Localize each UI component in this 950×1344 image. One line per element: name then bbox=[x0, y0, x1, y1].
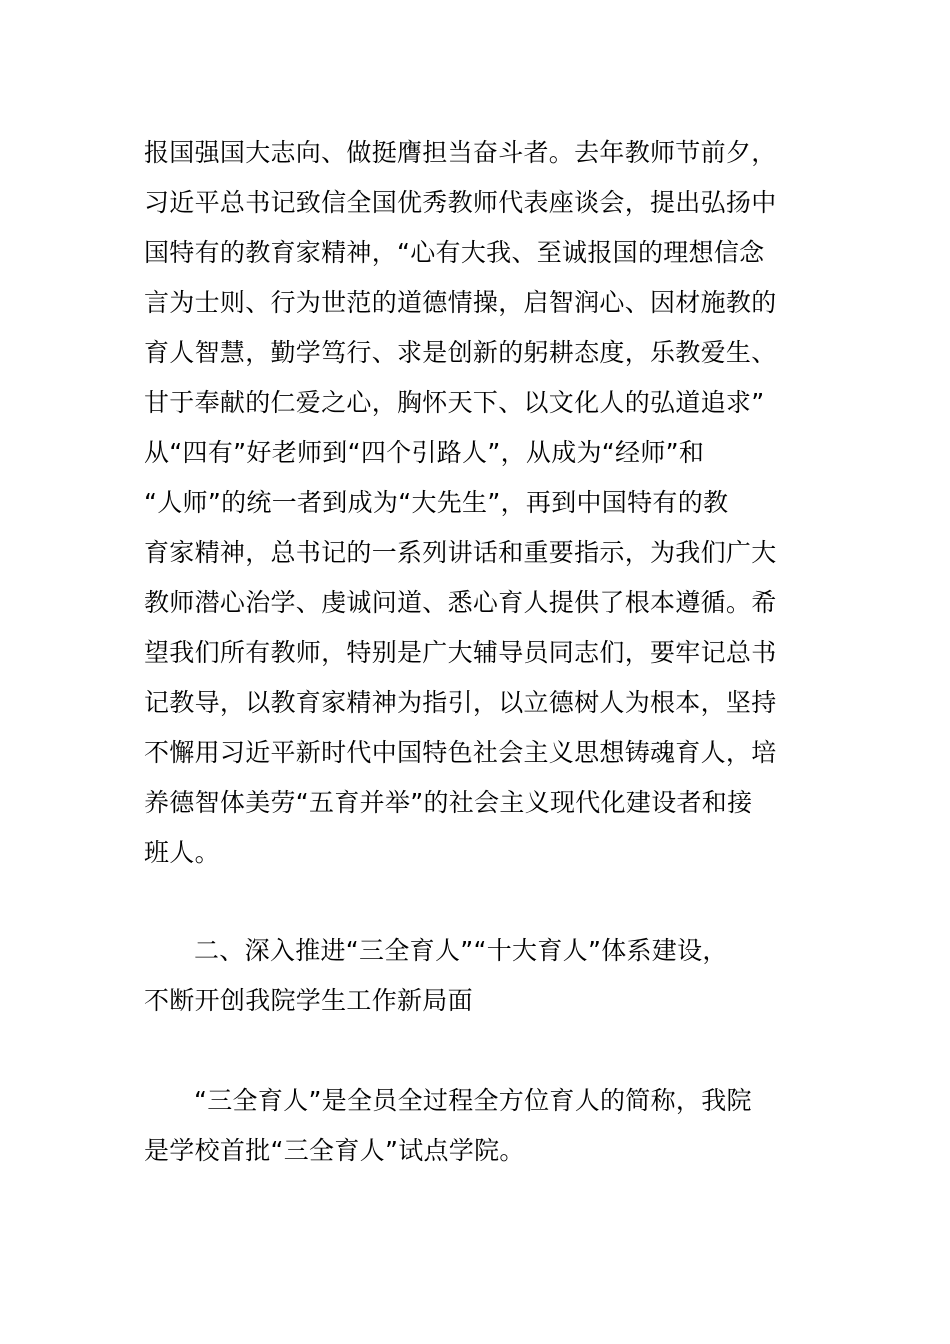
paragraph-1-line-5: 育人智慧，勤学笃行、求是创新的躬耕态度，乐教爱生、 bbox=[144, 338, 777, 367]
paragraph-1-line-1: 报国强国大志向、做挺膺担当奋斗者。去年教师节前夕， bbox=[144, 138, 777, 167]
paragraph-1-line-15: 班人。 bbox=[144, 838, 220, 867]
paragraph-1-line-14: 养德智体美劳“五育并举”的社会主义现代化建设者和接 bbox=[144, 788, 753, 817]
paragraph-1-line-7: 从“四有”好老师到“四个引路人”，从成为“经师”和 bbox=[144, 438, 705, 467]
section-heading-line-2: 不断开创我院学生工作新局面 bbox=[144, 986, 473, 1015]
paragraph-1-line-4: 言为士则、行为世范的道德情操，启智润心、因材施教的 bbox=[144, 288, 777, 317]
paragraph-1-line-12: 记教导，以教育家精神为指引，以立德树人为根本，坚持 bbox=[144, 688, 777, 717]
paragraph-1-line-6: 甘于奉献的仁爱之心，胸怀天下、以文化人的弘道追求” bbox=[144, 388, 765, 417]
paragraph-1-line-10: 教师潜心治学、虔诚问道、悉心育人提供了根本遵循。希 bbox=[144, 588, 777, 617]
paragraph-1-line-8: “人师”的统一者到成为“大先生”，再到中国特有的教 bbox=[144, 488, 729, 517]
paragraph-2-line-1: “三全育人”是全员全过程全方位育人的简称，我院 bbox=[194, 1086, 752, 1115]
paragraph-1-line-3: 国特有的教育家精神，“心有大我、至诚报国的理想信念 bbox=[144, 238, 765, 267]
paragraph-1-line-9: 育家精神，总书记的一系列讲话和重要指示，为我们广大 bbox=[144, 538, 777, 567]
paragraph-2-line-2: 是学校首批“三全育人”试点学院。 bbox=[144, 1136, 525, 1165]
paragraph-1-line-2: 习近平总书记致信全国优秀教师代表座谈会，提出弘扬中 bbox=[144, 188, 777, 217]
paragraph-1-line-11: 望我们所有教师，特别是广大辅导员同志们，要牢记总书 bbox=[144, 638, 777, 667]
paragraph-1-line-13: 不懈用习近平新时代中国特色社会主义思想铸魂育人，培 bbox=[144, 738, 777, 767]
section-heading-line-1: 二、深入推进“三全育人”“十大育人”体系建设， bbox=[194, 936, 728, 965]
